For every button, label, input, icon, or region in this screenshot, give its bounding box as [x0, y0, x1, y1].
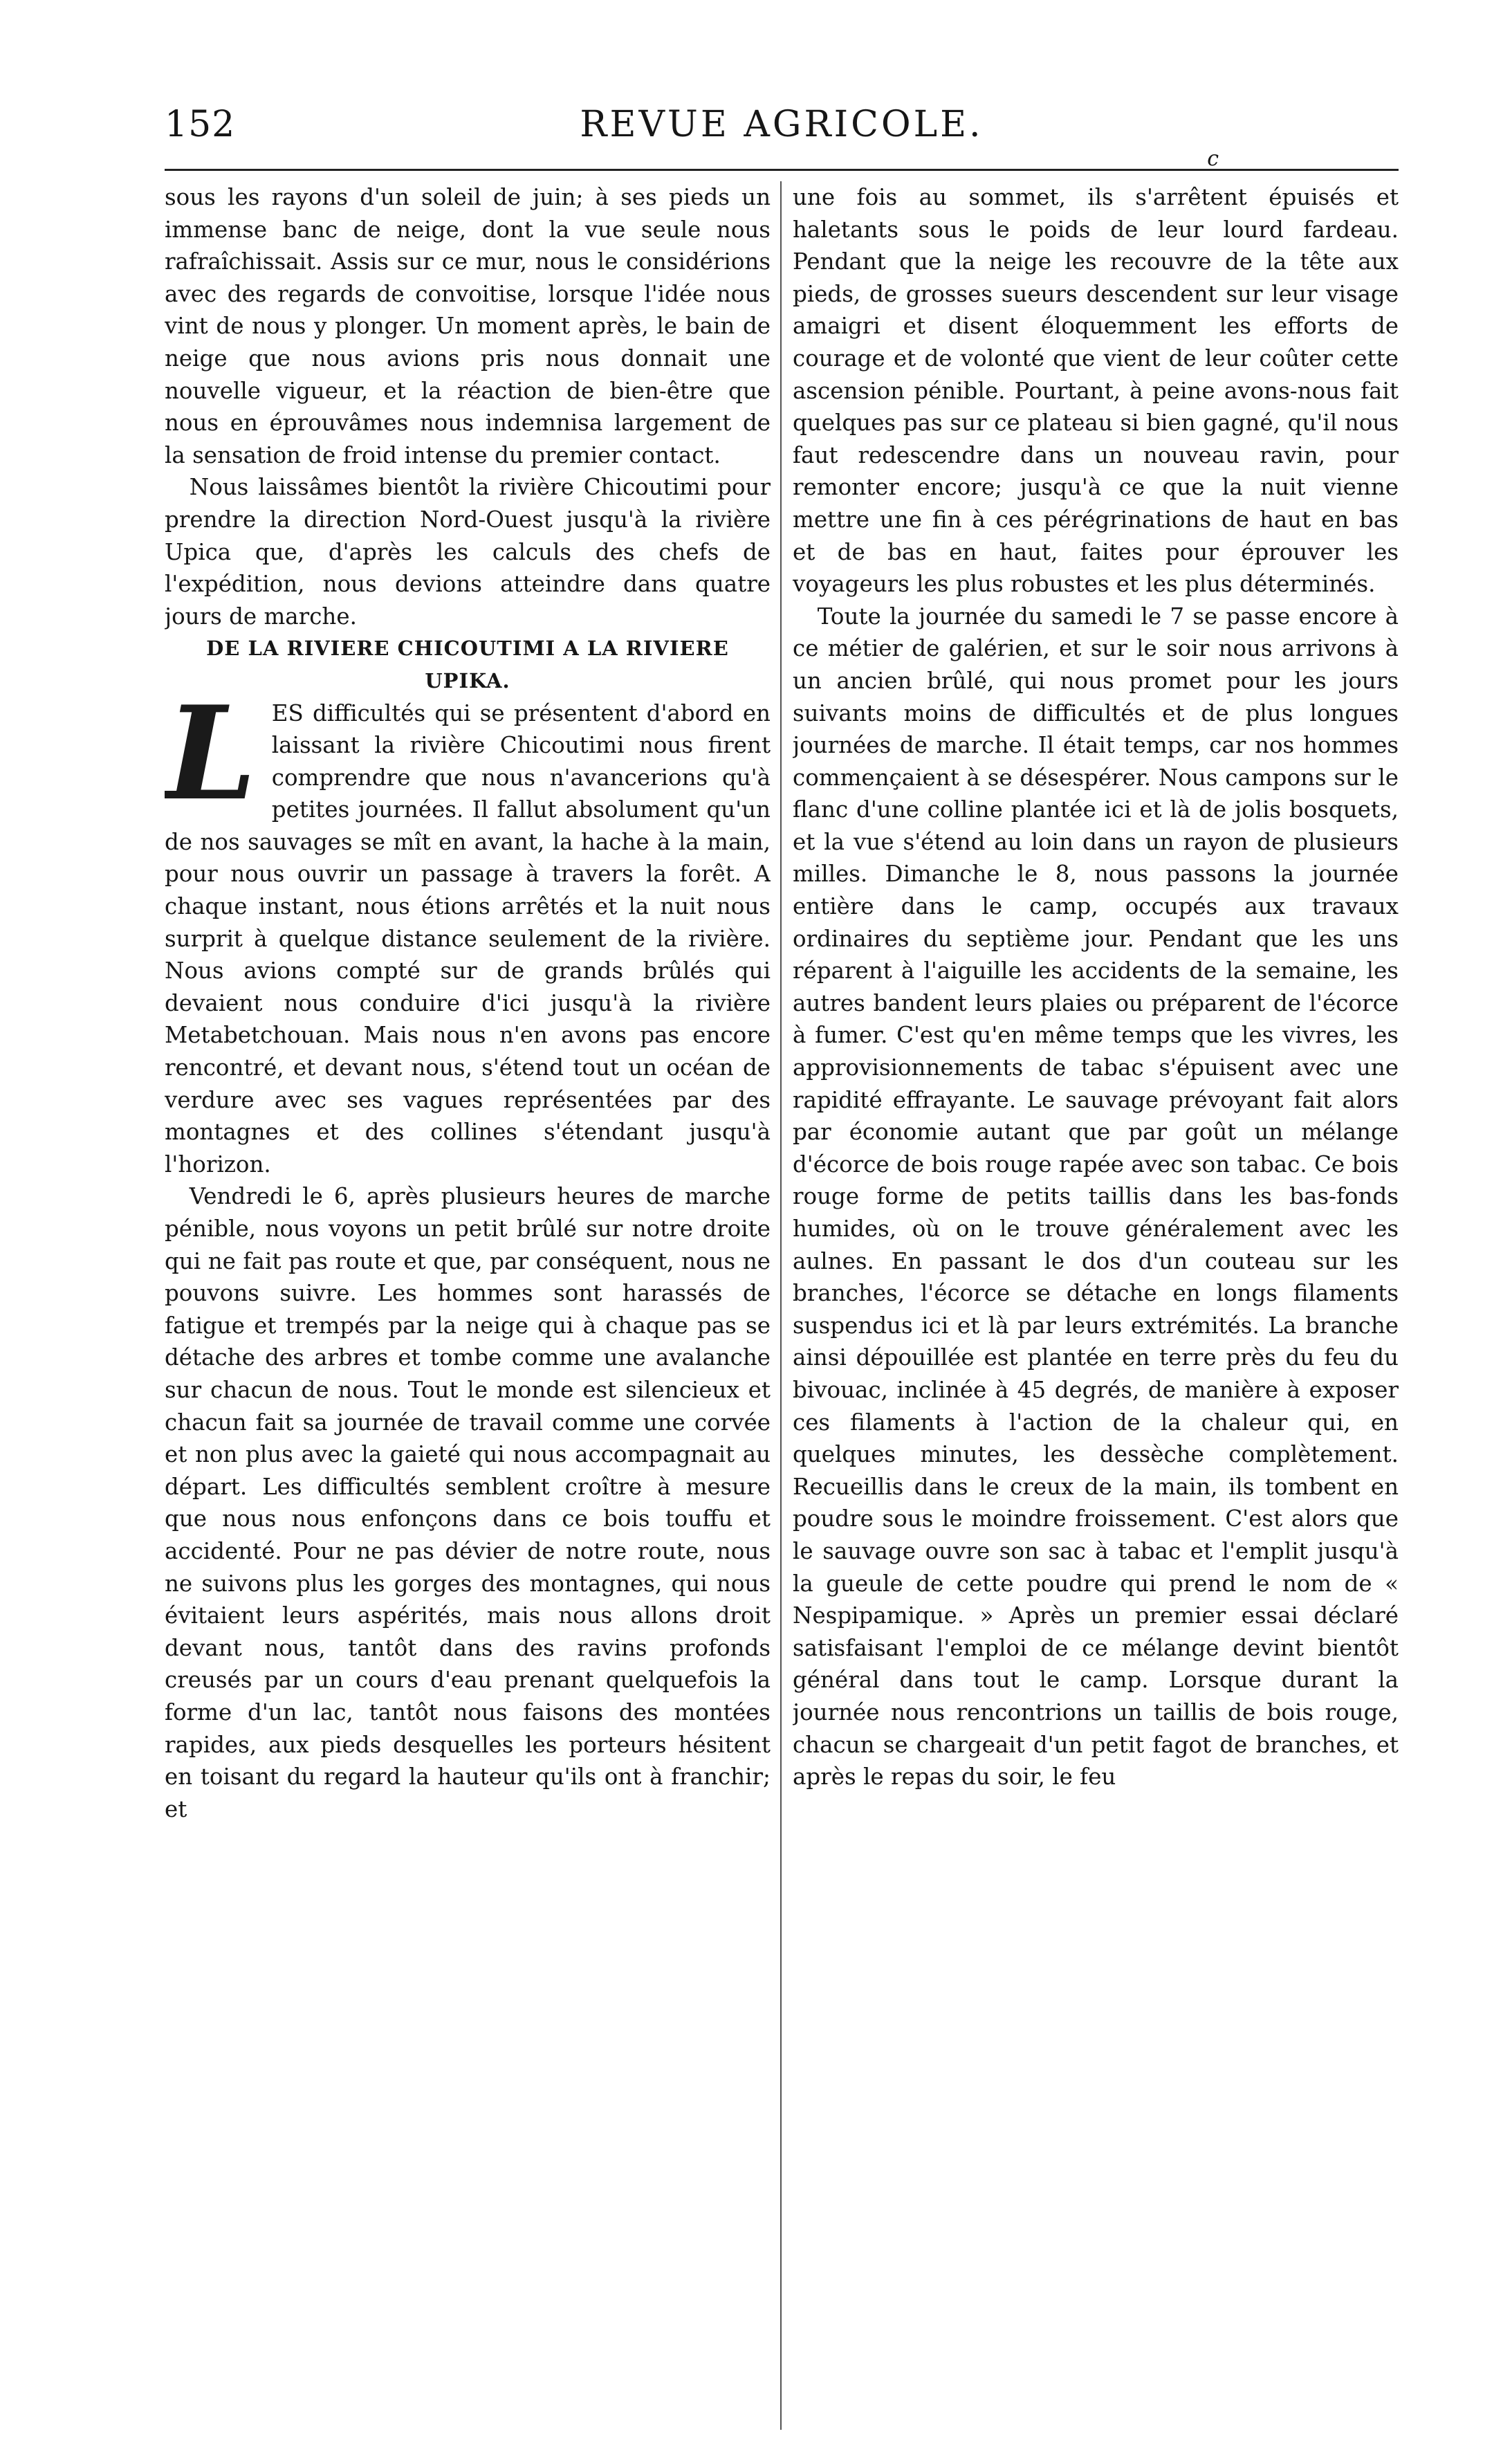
paragraph-sommet: une fois au sommet, ils s'arrêtent épuisés et haletants sous le poids de leur lourd fardeau. Pendant que la neige les recouvre de la tête aux pieds, de grosses sueurs descendent sur leur visage amaigri et disent éloquemment les efforts de courage et de volonté que vient de leur coûter cette ascension pénible. Pourtant, à peine avons-nous fait quelques pas sur ce plateau si bien gagné, qu'il nous faut redescendre dans un nouveau ravin, pour remonter encore; jusqu'à ce que la nuit vienne mettre une fin à ces pérégrinations de haut en bas et de bas en haut, faites pour éprouver les voyageurs les plus robustes et les plus déterminés.: [793, 184, 1399, 598]
running-title: REVUE AGRICOLE.: [580, 104, 984, 145]
column-divider: [780, 181, 782, 2430]
right-column: [793, 181, 1399, 2430]
ornamental-initial: L: [166, 677, 257, 829]
left-column: [165, 181, 771, 2430]
paragraph-difficultes: ES difficultés qui se présentent d'abord en laissant la rivière Chicoutimi nous firent comprendre que nous n'avancerions qu'à petites journées. Il fallut absolument qu'un de nos sauvages se mît en avant, la hache à la main, pour nous ouvrir un passage à travers la forêt. A chaque instant, nous étions arrêtés et la nuit nous surprit à quelque distance seulement de la rivière. Nous avions compté sur de grands brûlés qui devaient nous conduire d'ici jusqu'à la rivière Metabetchouan. Mais nous n'en avons pas encore rencontré, et devant nous, s'étend tout un océan de verdure avec ses vagues représentées par des montagnes et des collines s'étendant jusqu'à l'horizon.: [165, 699, 771, 1178]
paragraph-continued: sous les rayons d'un soleil de juin; à ses pieds un immense banc de neige, dont la vue seule nous rafraîchissait. Assis sur ce mur, nous le considérions avec des regards de convoitise, lorsque l'idée nous vint de nous y plonger. Un moment après, le bain de neige que nous avions pris nous donnait une nouvelle vigueur, et la réaction de bien-être que nous en éprouvâmes nous indemnisa largement de la sensation de froid intense du premier contact.: [165, 184, 771, 468]
page-number: 152: [165, 104, 236, 145]
header-rule: [165, 169, 1399, 171]
page-header: [165, 104, 1399, 171]
paragraph-vendredi: Vendredi le 6, après plusieurs heures de marche pénible, nous voyons un petit brûlé sur notre droite qui ne fait pas route et que, par conséquent, nous ne pouvons suivre. Les hommes sont harassés de fatigue et trempés par la neige qui à chaque pas se détache des arbres et tombe comme une avalanche sur chacun de nous. Tout le monde est silencieux et chacun fait sa journée de travail comme une corvée et non plus avec la gaieté qui nous accompagnait au départ. Les difficultés semblent croître à mesure que nous nous enfonçons dans ce bois touffu et accidenté. Pour ne pas dévier de notre route, nous ne suivons plus les gorges des montagnes, qui nous évitaient leurs aspérités, mais nous allons droit devant nous, tantôt dans des ravins profonds creusés par un cours d'eau prenant quelquefois la forme d'un lac, tantôt nous faisons des montées rapides, aux pieds desquelles les porteurs hésitent en toisant du regard la hauteur qu'ils ont à franchir; et: [165, 1183, 771, 1822]
paragraph-chicoutimi: Nous laissâmes bientôt la rivière Chicoutimi pour prendre la direction Nord-Ouest jusqu'à la rivière Upica que, d'après les calculs des chefs de l'expédition, nous devions atteindre dans quatre jours de marche.: [165, 474, 771, 630]
header-mark: c: [1207, 147, 1219, 171]
paragraph-samedi: Toute la journée du samedi le 7 se passe encore à ce métier de galérien, et sur le soir nous arrivons à un ancien brûlé, qui nous promet pour les jours suivants moins de difficultés et de plus longues journées de marche. Il était temps, car nos hommes commençaient à se désespérer. Nous campons sur le flanc d'une colline plantée ici et là de jolis bosquets, et la vue s'étend au loin dans un rayon de plusieurs milles. Dimanche le 8, nous passons la journée entière dans le camp, occupés aux travaux ordinaires du septième jour. Pendant que les uns réparent à l'aiguille les accidents de la semaine, les autres bandent leurs plaies ou préparent de l'écorce à fumer. C'est qu'en même temps que les vivres, les approvisionnements de tabac s'épuisent avec une rapidité effrayante. Le sauvage prévoyant fait alors par économie autant que par goût un mélange d'écorce de bois rouge rapée avec son tabac. Ce bois rouge forme de petits taillis dans les bas-fonds humides, où on le trouve généralement avec les aulnes. En passant le dos d'un couteau sur les branches, l'écorce se détache en longs filaments suspendus ici et là par leurs extrémités. La branche ainsi dépouillée est plantée en terre près du feu du bivouac, inclinée à 45 degrés, de manière à exposer ces filaments à l'action de la chaleur qui, en quelques minutes, les dessèche complètement. Recueillis dans le creux de la main, ils tombent en poudre sous le moindre froissement. C'est alors que le sauvage ouvre son sac à tabac et l'emplit jusqu'à la gueule de cette poudre qui prend le nom de « Nespipamique. » Après un premier essai déclaré satisfaisant l'emploi de ce mélange devint bientôt général dans tout le camp. Lorsque durant la journée nous rencontrions un taillis de bois rouge, chacun se chargeait d'un petit fagot de branches, et après le repas du soir, le feu: [793, 603, 1399, 1791]
section-heading: DE LA RIVIERE CHICOUTIMI A LA RIVIERE UPIKA.: [206, 637, 729, 693]
